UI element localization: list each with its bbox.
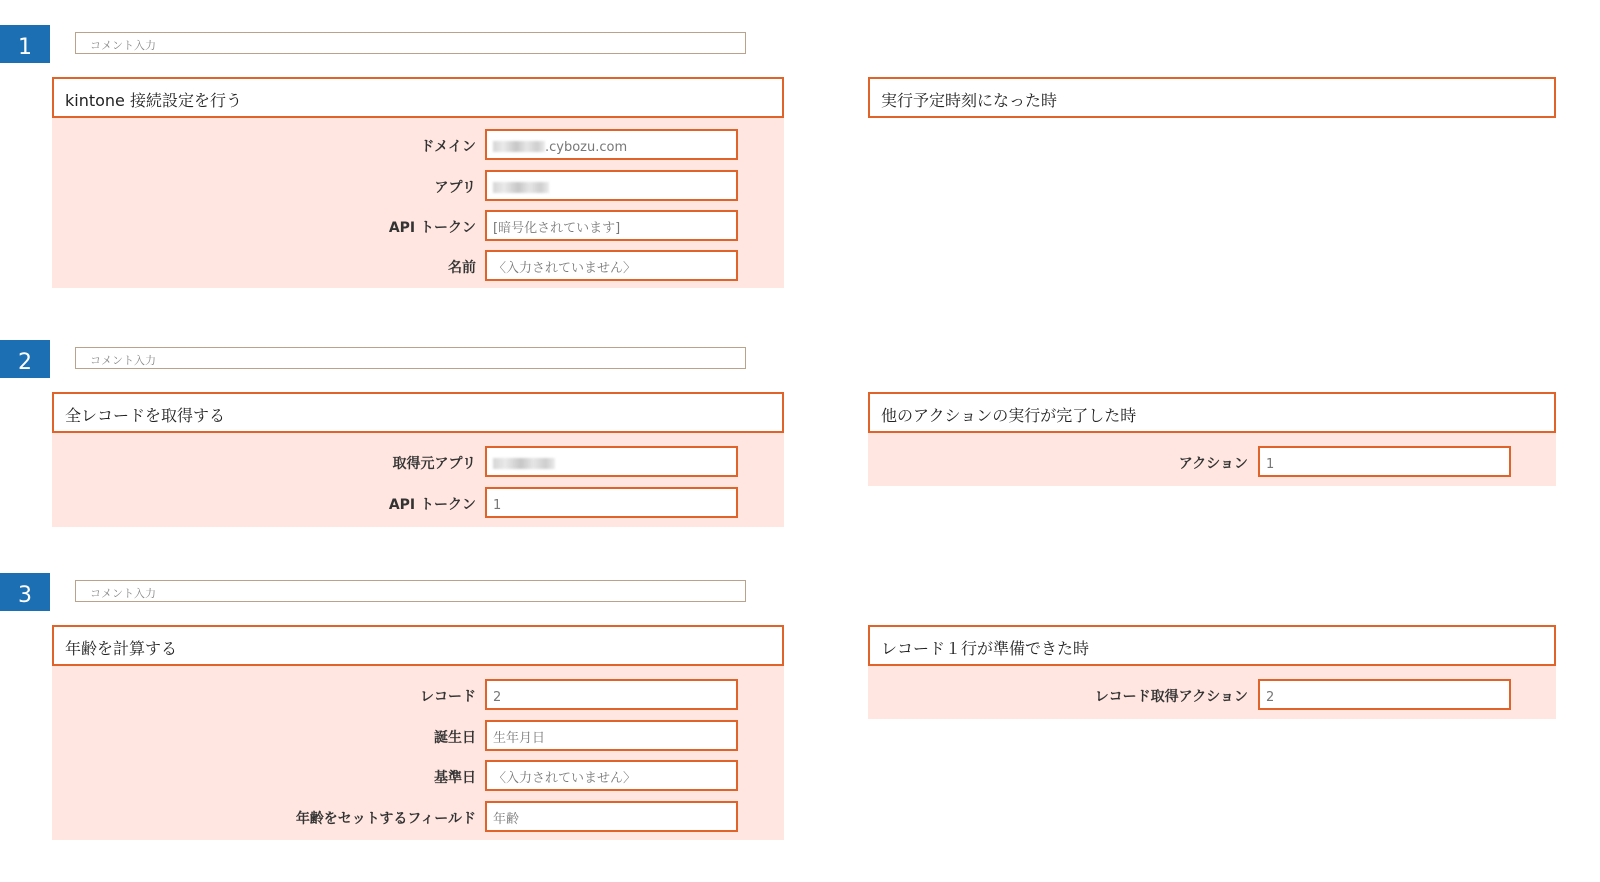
field-label: 名前 [448,260,476,276]
record-field[interactable]: 2 [485,679,738,710]
field-label: レコード取得アクション [1094,689,1248,705]
trigger-title[interactable]: 他のアクションの実行が完了した時 [868,392,1556,433]
redacted-value [493,182,549,193]
birthday-field[interactable]: 生年月日 [485,720,738,751]
action-settings-panel [52,666,784,840]
field-row-app [52,170,784,201]
field-row-source-app [52,446,784,477]
field-label: アプリ [434,180,476,196]
trigger-settings-panel [868,666,1556,719]
trigger-card-record-ready [868,625,1556,719]
action-settings-panel [52,118,784,288]
field-label: ドメイン [420,139,476,155]
field-label: レコード [420,689,476,705]
source-app-field[interactable] [485,446,738,477]
action-card-get-all-records [52,392,784,527]
field-row-domain [52,129,784,160]
action-title[interactable]: 全レコードを取得する [52,392,784,433]
trigger-settings-panel [868,433,1556,486]
step-number-badge [0,573,50,611]
trigger-title[interactable]: レコード１行が準備できた時 [868,625,1556,666]
base-date-field[interactable]: 〈入力されていません〉 [485,760,738,791]
trigger-title[interactable]: 実行予定時刻になった時 [868,77,1556,118]
field-row-record-get-action [868,679,1556,710]
field-label: 年齢をセットするフィールド [295,811,476,827]
field-row-api-token [52,210,784,241]
field-label: 取得元アプリ [392,456,476,472]
domain-field[interactable] [485,129,738,160]
field-row-birthday [52,720,784,751]
field-row-base-date [52,760,784,791]
step-number-badge [0,340,50,378]
field-label: API トークン [388,220,476,236]
field-row-record [52,679,784,710]
action-title[interactable]: kintone 接続設定を行う [52,77,784,118]
trigger-card-action-completed [868,392,1556,486]
field-row-name [52,250,784,281]
record-get-action-field[interactable]: 2 [1258,679,1511,710]
trigger-card-scheduled-time [868,77,1556,118]
redacted-value [493,141,545,152]
action-field[interactable]: 1 [1258,446,1511,477]
action-card-calculate-age [52,625,784,840]
step-number: 1 [18,35,32,60]
field-label: アクション [1178,456,1248,472]
field-value: .cybozu.com [545,140,628,155]
action-settings-panel [52,433,784,527]
action-title[interactable]: 年齢を計算する [52,625,784,666]
step-number: 3 [18,583,32,608]
field-label: 誕生日 [434,730,476,746]
action-card-kintone-connection [52,77,784,288]
name-field[interactable]: 〈入力されていません〉 [485,250,738,281]
comment-input[interactable]: コメント入力 [75,580,746,602]
age-target-field[interactable]: 年齢 [485,801,738,832]
comment-input[interactable]: コメント入力 [75,32,746,54]
redacted-value [493,458,555,469]
app-field[interactable] [485,170,738,201]
step-number-badge [0,25,50,63]
api-token-field[interactable]: [暗号化されています] [485,210,738,241]
api-token-field[interactable]: 1 [485,487,738,518]
field-label: API トークン [388,497,476,513]
field-label: 基準日 [434,770,476,786]
step-number: 2 [18,350,32,375]
field-row-action [868,446,1556,477]
field-row-api-token [52,487,784,518]
field-row-age-target [52,801,784,832]
comment-input[interactable]: コメント入力 [75,347,746,369]
